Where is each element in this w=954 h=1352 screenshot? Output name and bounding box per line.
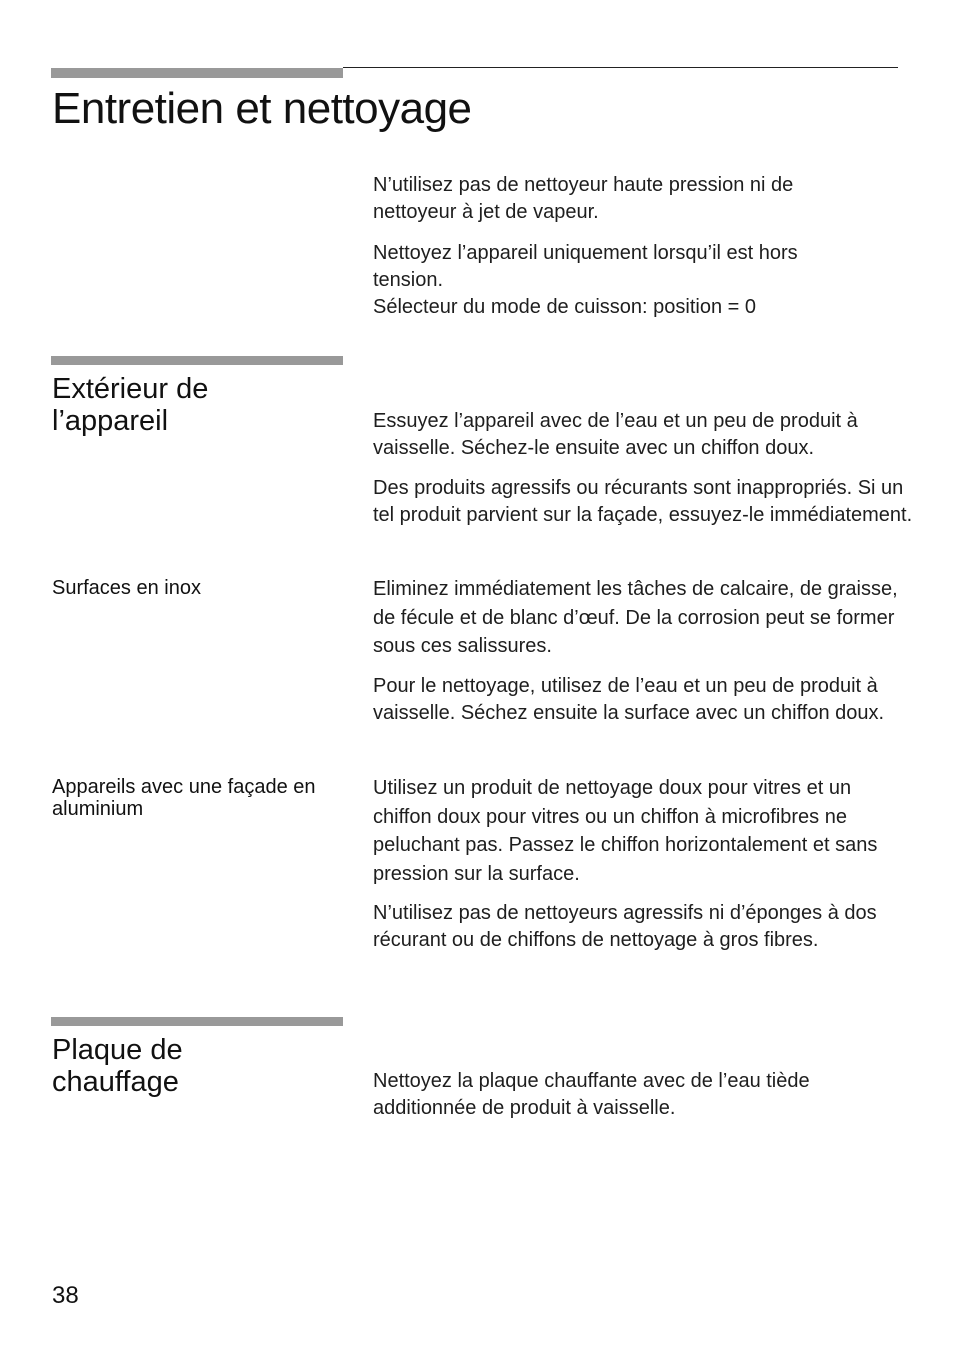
exterior-paragraph-2: Des produits agressifs ou récurants sont inappropriés. Si un tel produit parvient sur la façade, essuyez-le immédiatement. — [373, 477, 913, 526]
title-gray-bar — [51, 68, 343, 78]
section-bar-plate — [51, 1017, 343, 1026]
exterior-paragraph-1: Essuyez l’appareil avec de l’eau et un peu de produit à vaisselle. Séchez-le ensuite avec un chiffon doux. — [373, 410, 858, 459]
inox-paragraph-2: Pour le nettoyage, utilisez de l’eau et un peu de produit à vaisselle. Séchez ensuite la surface avec un chiffon doux. — [373, 675, 885, 724]
subheading-inox: Surfaces en inox — [52, 577, 201, 599]
intro-paragraph-2: Nettoyez l’appareil uniquement lorsqu’il est hors tension. — [373, 242, 798, 291]
intro-paragraph-1: N’utilisez pas de nettoyeur haute pression ni de nettoyeur à jet de vapeur. — [373, 174, 794, 223]
page-number: 38 — [52, 1282, 79, 1309]
section-bar-exterior — [51, 356, 343, 365]
inox-paragraph-1: Eliminez immédiatement les tâches de calcaire, de graisse, de fécule et de blanc d’œuf. De la corrosion peut se former sous ces salissures. — [373, 578, 898, 657]
intro-paragraph-3: Sélecteur du mode de cuisson: position = 0 — [373, 296, 757, 318]
plate-paragraph-1: Nettoyez la plaque chauffante avec de l’eau tiède additionnée de produit à vaisselle. — [373, 1070, 810, 1119]
page-title: Entretien et nettoyage — [52, 84, 472, 133]
section-heading-exterior: Extérieur de l’appareil — [52, 373, 209, 437]
aluminium-paragraph-2: N’utilisez pas de nettoyeurs agressifs ni d’éponges à dos récurant ou de chiffons de nettoyage à gros fibres. — [373, 902, 877, 951]
title-rule — [343, 67, 898, 68]
aluminium-paragraph-1: Utilisez un produit de nettoyage doux pour vitres et un chiffon doux pour vitres ou un chiffon à microfibres ne peluchant pas. Passez le chiffon horizontalement et sans pression sur la surface. — [373, 777, 878, 885]
section-heading-plate: Plaque de chauffage — [52, 1034, 183, 1098]
subheading-aluminium: Appareils avec une façade en aluminium — [52, 776, 316, 820]
